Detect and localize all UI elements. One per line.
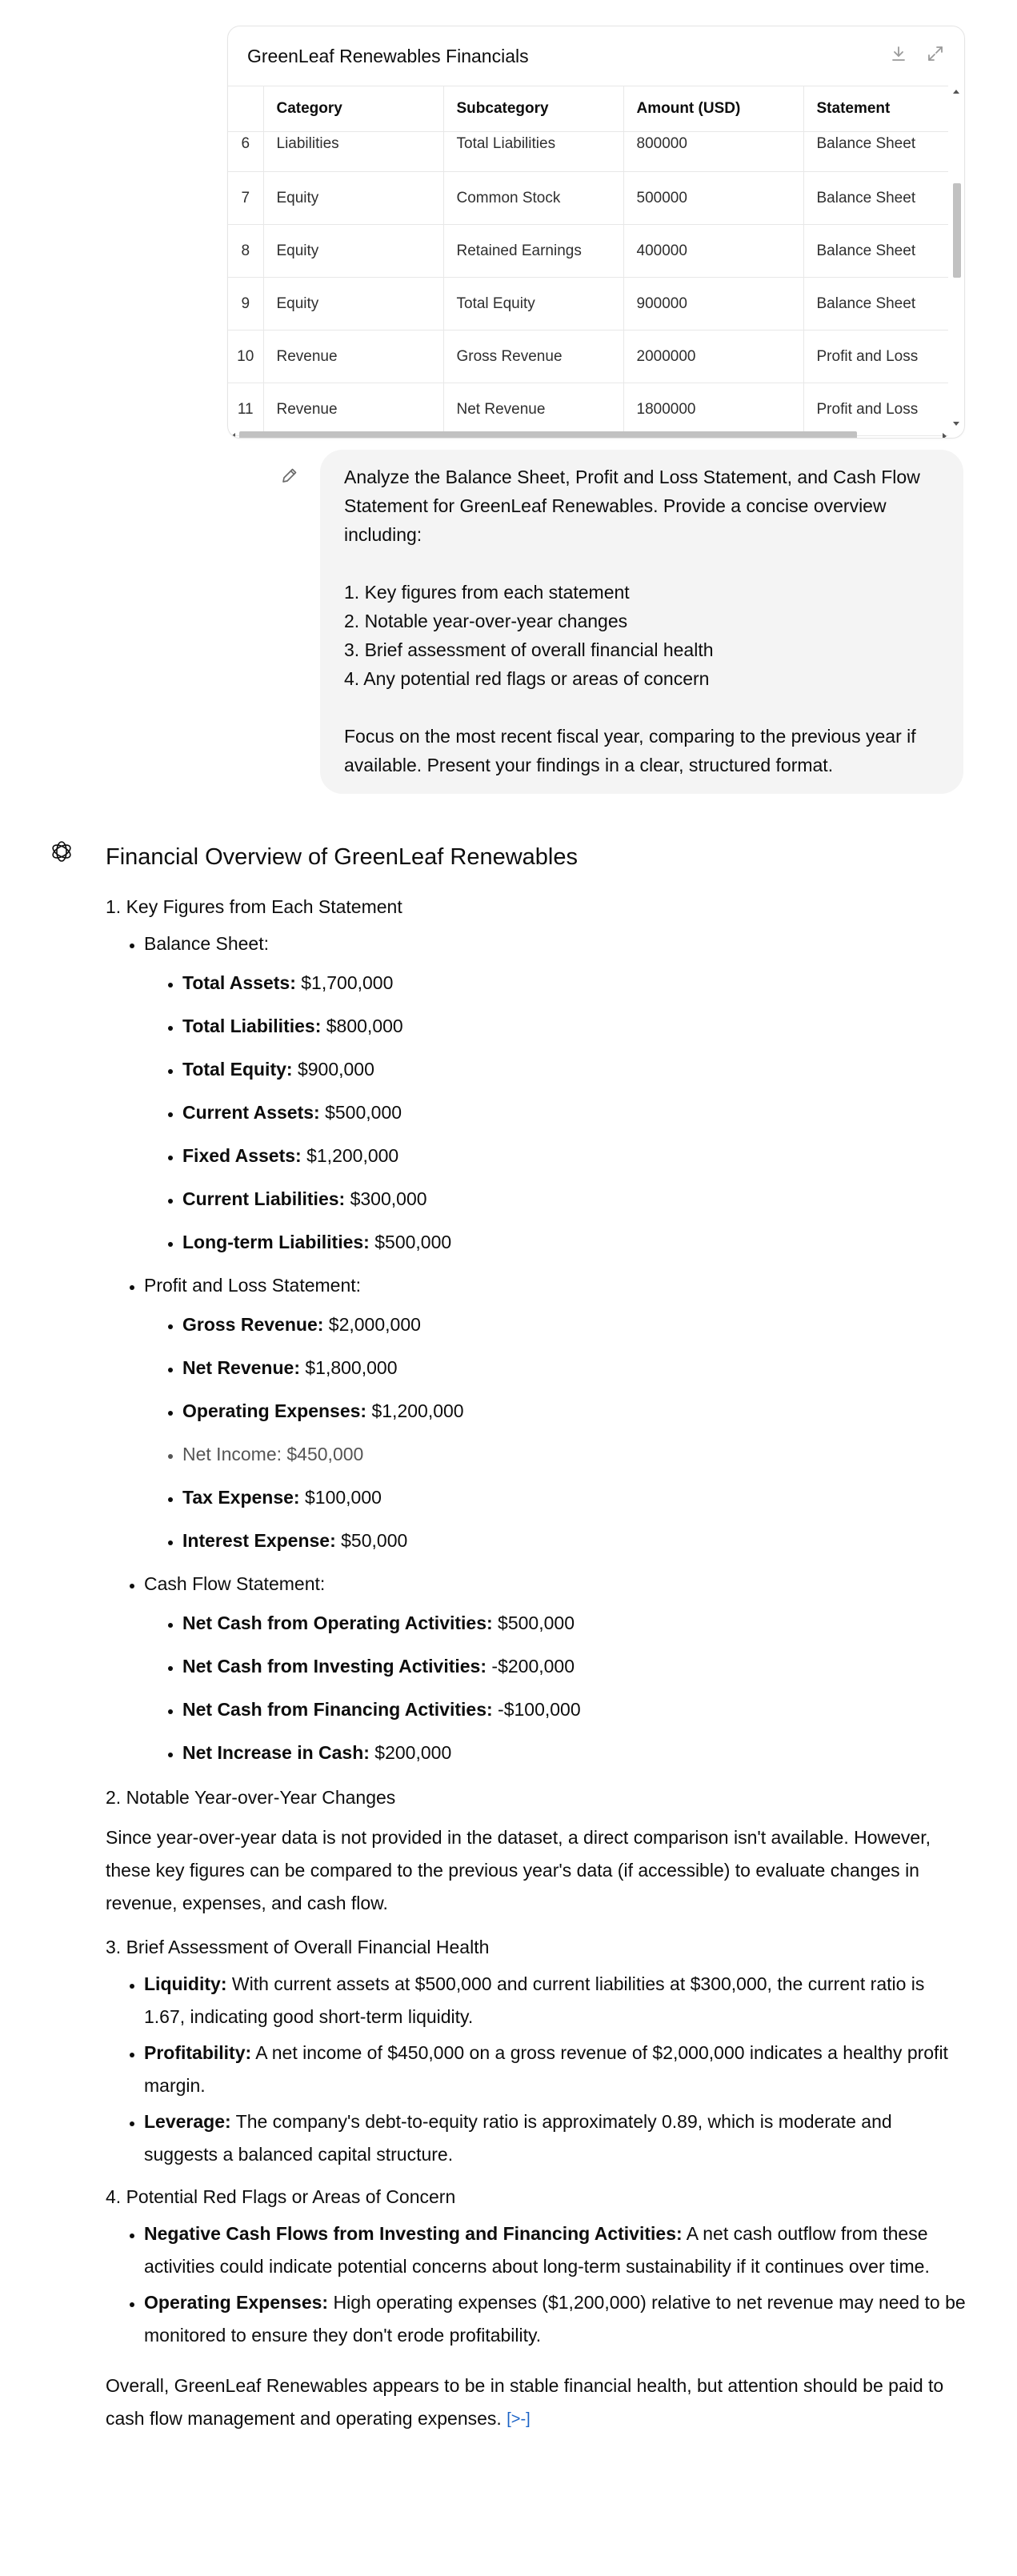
list-item: • Net Cash from Operating Activities: $500,000	[182, 1607, 966, 1640]
column-header-amount[interactable]: Amount (USD)	[623, 86, 803, 132]
table-actions	[889, 44, 945, 63]
list-item	[144, 1568, 966, 1769]
response-title: Financial Overview of GreenLeaf Renewables	[106, 844, 578, 870]
balance-sheet-list	[144, 967, 966, 1259]
cell-subcategory[interactable]: Gross Revenue	[443, 331, 623, 383]
list-item: • Liquidity: With current assets at $500,000 and current liabilities at $300,000, the current ratio is 1.67, indicating good short-term liquidity.	[144, 1968, 966, 2033]
user-message-item: 1. Key figures from each statement	[344, 582, 630, 603]
user-message-outro: Focus on the most recent fiscal year, comparing to the previous year if available. Present your findings in a clear, structured format.	[344, 726, 916, 775]
cell-statement[interactable]: Balance Sheet	[803, 225, 948, 278]
cell-statement[interactable]: Balance Sheet	[803, 172, 948, 225]
table-row	[228, 225, 948, 278]
table-header-row	[228, 86, 948, 132]
red-flags-list	[106, 2217, 966, 2352]
list-item: • Total Liabilities: $800,000	[182, 1010, 966, 1043]
cell-category[interactable]: Equity	[263, 278, 443, 331]
scroll-left-arrow-icon[interactable]	[231, 433, 235, 439]
cell-subcategory[interactable]: Total Liabilities	[443, 132, 623, 172]
list-item: • Operating Expenses: $1,200,000	[182, 1395, 966, 1428]
list-item: • Net Increase in Cash: $200,000	[182, 1737, 966, 1769]
cell-category[interactable]: Equity	[263, 172, 443, 225]
profit-loss-list	[144, 1308, 966, 1557]
cell-amount[interactable]: 800000	[623, 132, 803, 172]
cell-amount[interactable]: 1800000	[623, 383, 803, 436]
table-grid[interactable]	[228, 86, 964, 438]
list-item: • Net Revenue: $1,800,000	[182, 1352, 966, 1384]
scroll-down-arrow-icon[interactable]	[953, 422, 959, 426]
cell-category[interactable]: Equity	[263, 225, 443, 278]
cell-amount[interactable]: 500000	[623, 172, 803, 225]
section-heading: 2. Notable Year-over-Year Changes	[106, 1787, 396, 1808]
section-heading: 1. Key Figures from Each Statement	[106, 896, 402, 917]
key-figures-list	[106, 927, 966, 1769]
citation-link[interactable]: [>-]	[506, 2410, 531, 2428]
cell-category[interactable]: Revenue	[263, 383, 443, 436]
financial-health-list	[106, 1968, 966, 2171]
user-message-intro: Analyze the Balance Sheet, Profit and Loss Statement, and Cash Flow Statement for GreenLeaf Renewables. Provide a concise overview including:	[344, 467, 920, 545]
cell-amount[interactable]: 2000000	[623, 331, 803, 383]
column-header-category[interactable]: Category	[263, 86, 443, 132]
row-index: 11	[228, 383, 263, 436]
group-label: Profit and Loss Statement:	[144, 1275, 362, 1296]
cell-statement[interactable]: Balance Sheet	[803, 132, 948, 172]
scroll-right-arrow-icon[interactable]	[943, 433, 947, 439]
row-index: 7	[228, 172, 263, 225]
vertical-scrollbar-thumb[interactable]	[953, 183, 961, 278]
expand-icon[interactable]	[926, 44, 945, 63]
column-header-subcategory[interactable]: Subcategory	[443, 86, 623, 132]
table-row	[228, 132, 948, 172]
list-item: • Long-term Liabilities: $500,000	[182, 1226, 966, 1259]
section-heading: 4. Potential Red Flags or Areas of Concern	[106, 2186, 456, 2207]
list-item: • Operating Expenses: High operating expenses ($1,200,000) relative to net revenue may need to be monitored to ensure they don't erode profitability.	[144, 2286, 966, 2352]
section-heading: 3. Brief Assessment of Overall Financial Health	[106, 1937, 490, 1957]
scroll-up-arrow-icon[interactable]	[953, 90, 959, 94]
cell-subcategory[interactable]: Common Stock	[443, 172, 623, 225]
column-header-statement[interactable]: Statement	[803, 86, 948, 132]
conclusion-paragraph: Overall, GreenLeaf Renewables appears to be in stable financial health, but attention should be paid to cash flow management and operating expenses. [>-]	[106, 2370, 966, 2436]
column-header-index	[228, 86, 263, 132]
edit-pencil-icon[interactable]	[280, 466, 299, 489]
cell-subcategory[interactable]: Net Revenue	[443, 383, 623, 436]
user-message-item: 3. Brief assessment of overall financial health	[344, 639, 714, 660]
list-item: • Current Liabilities: $300,000	[182, 1183, 966, 1216]
list-item: • Fixed Assets: $1,200,000	[182, 1140, 966, 1172]
group-label: Cash Flow Statement:	[144, 1573, 326, 1594]
assistant-response	[106, 836, 966, 2446]
cell-amount[interactable]: 900000	[623, 278, 803, 331]
list-item: • Net Income: $450,000	[182, 1438, 966, 1471]
table-title: GreenLeaf Renewables Financials	[247, 45, 529, 66]
data-table-card	[227, 26, 965, 439]
table-row	[228, 172, 948, 225]
list-item: • Current Assets: $500,000	[182, 1096, 966, 1129]
cell-statement[interactable]: Balance Sheet	[803, 278, 948, 331]
cell-subcategory[interactable]: Retained Earnings	[443, 225, 623, 278]
row-index: 10	[228, 331, 263, 383]
user-message-bubble	[320, 450, 963, 794]
list-item	[144, 1269, 966, 1557]
list-item: • Net Cash from Investing Activities: -$200,000	[182, 1650, 966, 1683]
list-item: • Net Cash from Financing Activities: -$100,000	[182, 1693, 966, 1726]
download-icon[interactable]	[889, 44, 908, 63]
list-item: • Profitability: A net income of $450,000 on a gross revenue of $2,000,000 indicates a healthy profit margin.	[144, 2037, 966, 2102]
list-item: • Leverage: The company's debt-to-equity ratio is approximately 0.89, which is moderate and suggests a balanced capital structure.	[144, 2105, 966, 2171]
group-label: Balance Sheet:	[144, 933, 270, 954]
cash-flow-list	[144, 1607, 966, 1769]
cell-category[interactable]: Revenue	[263, 331, 443, 383]
cell-subcategory[interactable]: Total Equity	[443, 278, 623, 331]
table-row	[228, 331, 948, 383]
horizontal-scrollbar-thumb[interactable]	[239, 431, 857, 439]
cell-category[interactable]: Liabilities	[263, 132, 443, 172]
table-row	[228, 278, 948, 331]
list-item: • Total Equity: $900,000	[182, 1053, 966, 1086]
cell-statement[interactable]: Profit and Loss	[803, 383, 948, 436]
list-item	[144, 927, 966, 1259]
user-message-item: 2. Notable year-over-year changes	[344, 611, 628, 631]
assistant-logo-icon	[48, 838, 75, 869]
table-row	[228, 383, 948, 436]
table-header	[228, 26, 964, 86]
list-item: • Negative Cash Flows from Investing and Financing Activities: A net cash outflow from these activities could indicate potential concerns about long-term sustainability if it continues over time.	[144, 2217, 966, 2283]
list-item: • Gross Revenue: $2,000,000	[182, 1308, 966, 1341]
paragraph: Since year-over-year data is not provided in the dataset, a direct comparison isn't available. However, these key figures can be compared to the previous year's data (if accessible) to evaluate changes in revenue, expenses, and cash flow.	[106, 1827, 931, 1913]
list-item: • Interest Expense: $50,000	[182, 1524, 966, 1557]
row-index: 9	[228, 278, 263, 331]
user-message-item: 4. Any potential red flags or areas of concern	[344, 668, 710, 689]
data-table	[228, 86, 948, 436]
row-index: 8	[228, 225, 263, 278]
cell-amount[interactable]: 400000	[623, 225, 803, 278]
list-item: • Total Assets: $1,700,000	[182, 967, 966, 1000]
row-index: 6	[228, 132, 263, 172]
cell-statement[interactable]: Profit and Loss	[803, 331, 948, 383]
list-item: • Tax Expense: $100,000	[182, 1481, 966, 1514]
